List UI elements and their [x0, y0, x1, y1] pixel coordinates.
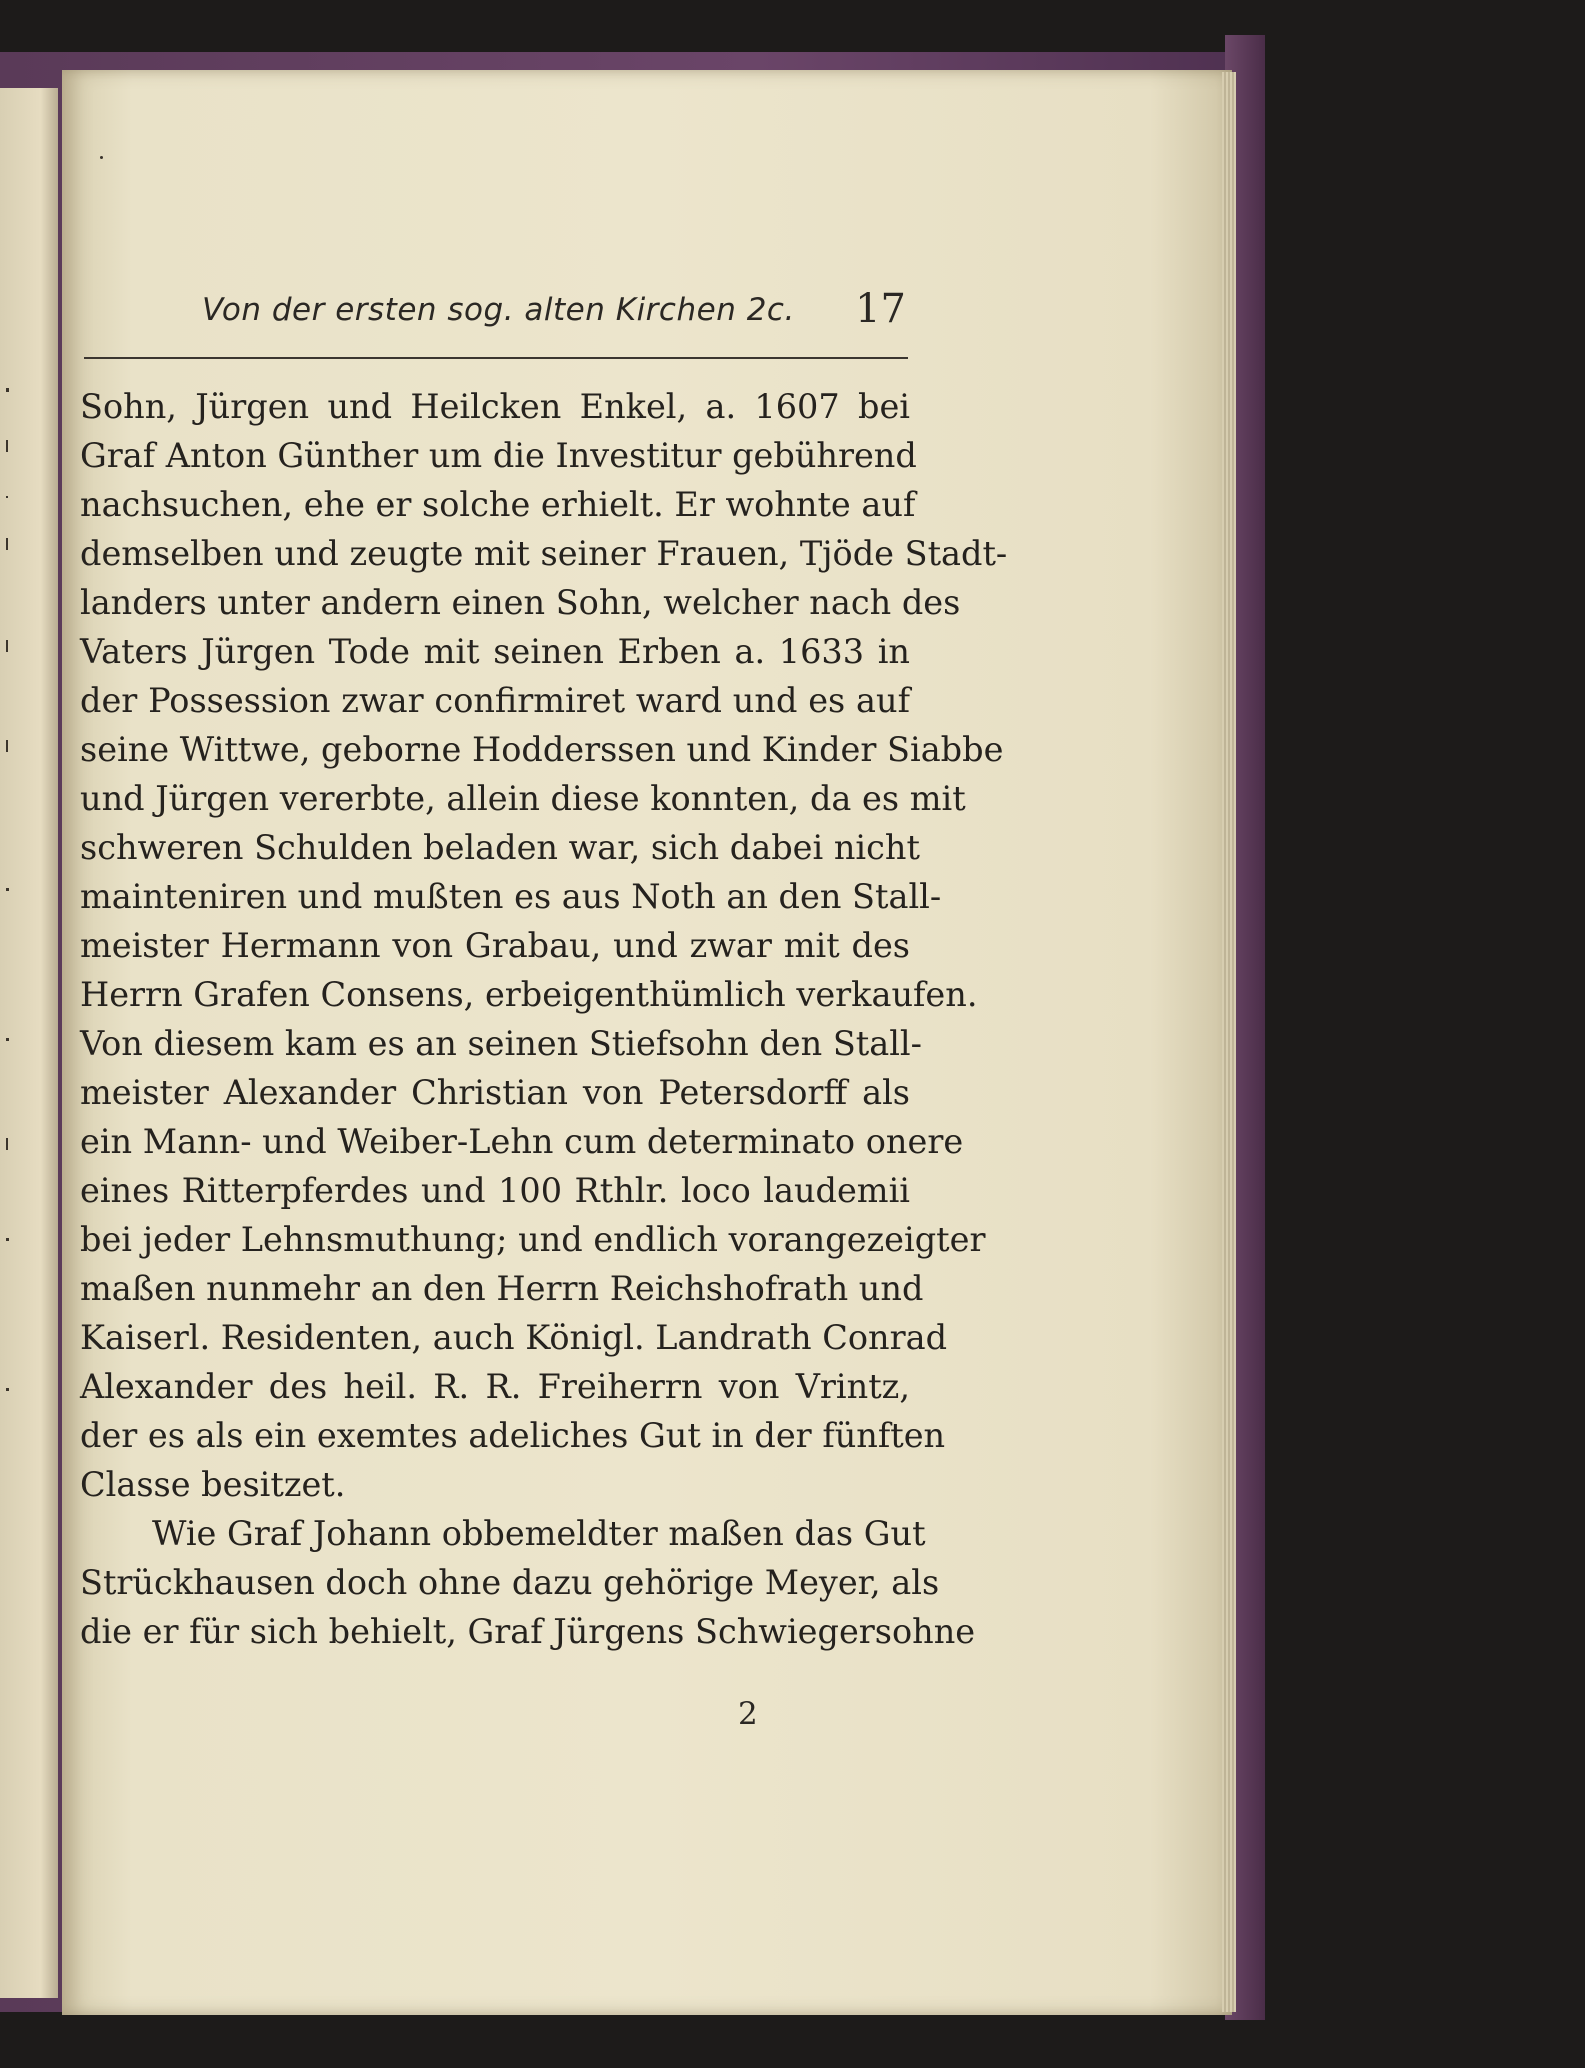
text-line: die er für sich behielt, Graf Jürgens Schwiegersohne — [80, 1612, 976, 1651]
page-header — [84, 286, 906, 348]
text-line: ein Mann- und Weiber-Lehn cum determinato onere — [80, 1122, 964, 1161]
facing-page-edge — [0, 88, 58, 1998]
text-line: der es als ein exemtes adeliches Gut in der fünften — [80, 1416, 946, 1455]
text-line: mainteniren und mußten es aus Noth an den Stall- — [80, 877, 942, 916]
text-line: meister Hermann von Grabau, und zwar mit des — [80, 926, 910, 965]
speck — [100, 156, 103, 159]
signature-mark: 2 — [738, 1696, 758, 1732]
text-line: Herrn Grafen Consens, erbeigenthümlich verkaufen. — [80, 975, 978, 1014]
text-line: Strückhausen doch ohne dazu gehörige Meyer, als — [80, 1563, 940, 1602]
text-line: Graf Anton Günther um die Investitur gebührend — [80, 436, 917, 475]
facing-page-text-fragments — [0, 88, 58, 1998]
text-line: seine Wittwe, geborne Hodderssen und Kinder Siabbe — [80, 730, 1004, 769]
text-line: maßen nunmehr an den Herrn Reichshofrath und — [80, 1269, 924, 1308]
text-line: der Possession zwar confirmiret ward und es auf — [80, 681, 910, 720]
text-line: Sohn, Jürgen und Heilcken Enkel, a. 1607 bei — [80, 387, 910, 426]
header-rule — [84, 357, 908, 359]
text-line: bei jeder Lehnsmuthung; und endlich vorangezeigter — [80, 1220, 986, 1259]
text-line: schweren Schulden beladen war, sich dabei nicht — [80, 828, 920, 867]
text-line: und Jürgen vererbte, allein diese konnten, da es mit — [80, 779, 966, 818]
text-line: Alexander des heil. R. R. Freiherrn von Vrintz, — [80, 1367, 910, 1406]
text-line: Vaters Jürgen Tode mit seinen Erben a. 1633 in — [80, 632, 910, 671]
text-line: Classe besitzet. — [80, 1465, 346, 1504]
text-line: eines Ritterpferdes und 100 Rthlr. loco laudemii — [80, 1171, 910, 1210]
text-line: meister Alexander Christian von Petersdorff als — [80, 1073, 910, 1112]
body-text — [80, 382, 1008, 1656]
page-number: 17 — [855, 286, 906, 332]
text-line: landers unter andern einen Sohn, welcher nach des — [80, 583, 961, 622]
text-line: Von diesem kam es an seinen Stiefsohn den Stall- — [80, 1024, 922, 1063]
text-line: Wie Graf Johann obbemeldter maßen das Gut — [152, 1514, 926, 1553]
text-line: demselben und zeugte mit seiner Frauen, Tjöde Stadt- — [80, 534, 1008, 573]
running-title: Von der ersten sog. alten Kirchen 2c. — [202, 292, 795, 328]
text-line: Kaiserl. Residenten, auch Königl. Landrath Conrad — [80, 1318, 948, 1357]
text-line: nachsuchen, ehe er solche erhielt. Er wohnte auf — [80, 485, 916, 524]
page-fore-edge — [1222, 72, 1236, 2012]
